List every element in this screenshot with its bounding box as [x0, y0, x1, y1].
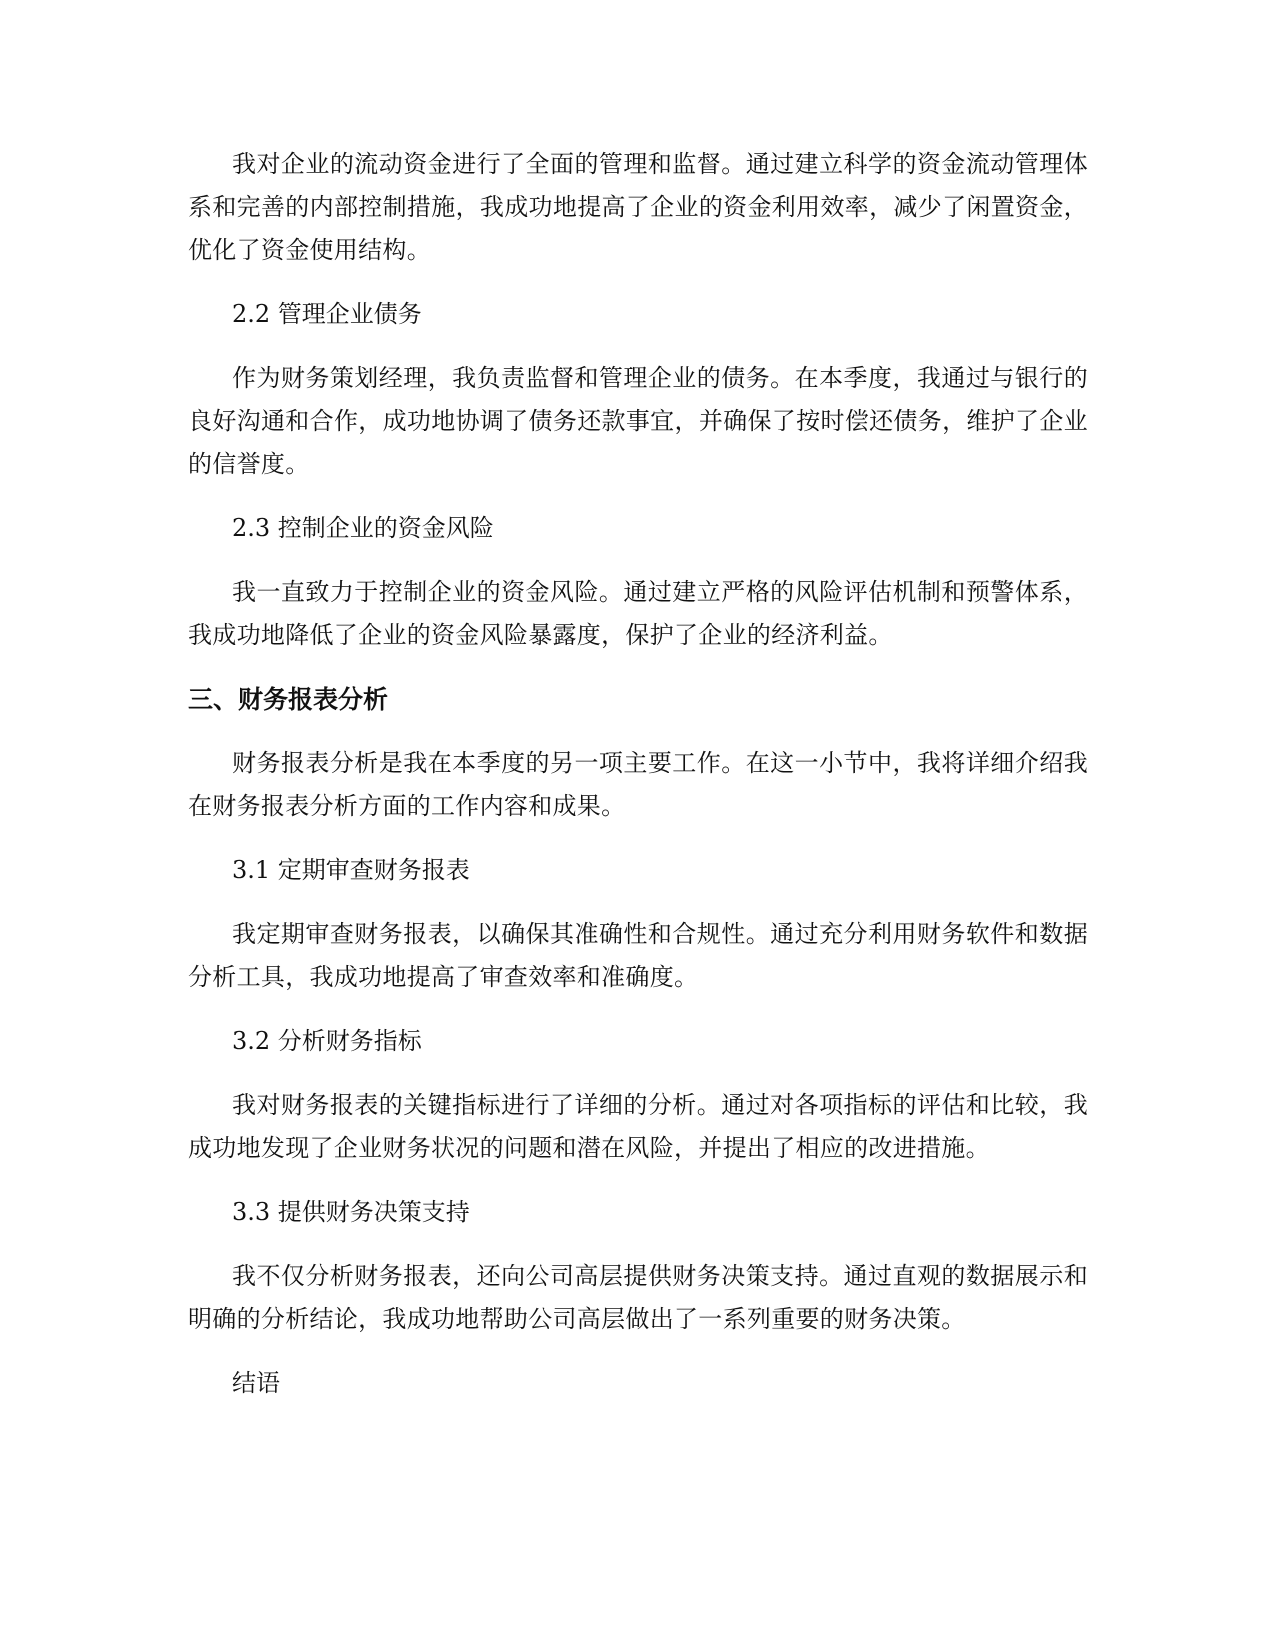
paragraph-liquidity-management: 我对企业的流动资金进行了全面的管理和监督。通过建立科学的资金流动管理体系和完善的内部控制措施，我成功地提高了企业的资金利用效率，减少了闲置资金，优化了资金使用结构。 — [188, 150, 1088, 264]
paragraph-risk-control: 我一直致力于控制企业的资金风险。通过建立严格的风险评估机制和预警体系，我成功地降低了企业的资金风险暴露度，保护了企业的经济利益。 — [188, 578, 1088, 649]
paragraph-regular-review: 我定期审查财务报表，以确保其准确性和合规性。通过充分利用财务软件和数据分析工具，我成功地提高了审查效率和准确度。 — [188, 920, 1088, 991]
paragraph-decision-support: 我不仅分析财务报表，还向公司高层提供财务决策支持。通过直观的数据展示和明确的分析结论，我成功地帮助公司高层做出了一系列重要的财务决策。 — [188, 1262, 1088, 1333]
subheading-2-2: 2.2 管理企业债务 — [232, 300, 422, 328]
subheading-3-3: 3.3 提供财务决策支持 — [232, 1198, 470, 1226]
paragraph-indicator-analysis: 我对财务报表的关键指标进行了详细的分析。通过对各项指标的评估和比较，我成功地发现了企业财务状况的问题和潜在风险，并提出了相应的改进措施。 — [188, 1091, 1088, 1162]
subheading-3-1: 3.1 定期审查财务报表 — [232, 856, 470, 884]
subheading-2-3: 2.3 控制企业的资金风险 — [232, 514, 494, 542]
paragraph-section-3-intro: 财务报表分析是我在本季度的另一项主要工作。在这一小节中，我将详细介绍我在财务报表分析方面的工作内容和成果。 — [188, 749, 1088, 820]
section-heading-3: 三、财务报表分析 — [188, 685, 389, 714]
subheading-conclusion: 结语 — [232, 1369, 280, 1397]
paragraph-debt-management: 作为财务策划经理，我负责监督和管理企业的债务。在本季度，我通过与银行的良好沟通和合作，成功地协调了债务还款事宜，并确保了按时偿还债务，维护了企业的信誉度。 — [188, 364, 1088, 478]
document-body — [188, 143, 1088, 1426]
subheading-3-2: 3.2 分析财务指标 — [232, 1027, 422, 1055]
